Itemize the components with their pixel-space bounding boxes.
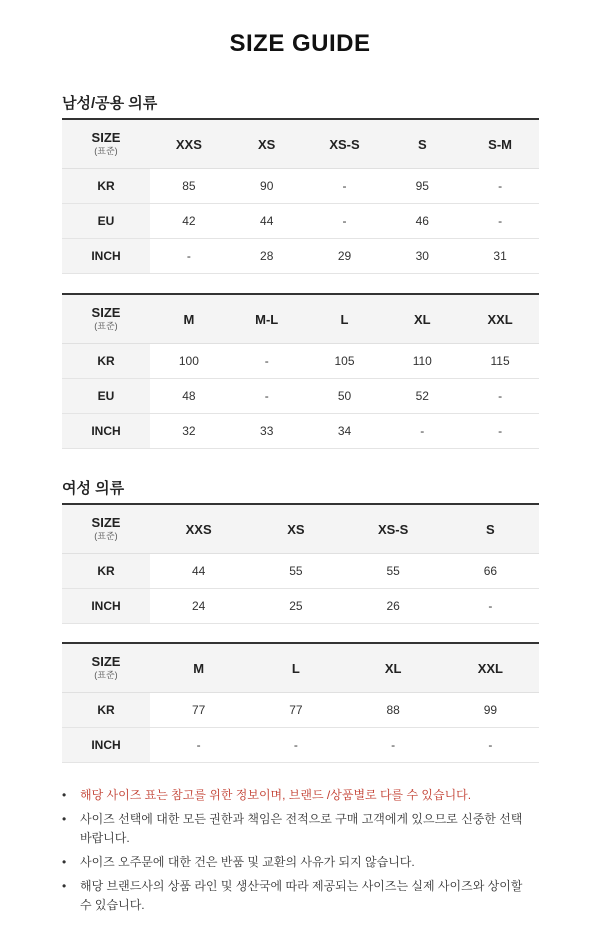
size-cell: -	[461, 204, 539, 239]
size-column-header: L	[306, 294, 384, 344]
size-column-header: XS	[228, 119, 306, 169]
row-label: INCH	[62, 589, 150, 624]
size-cell: 42	[150, 204, 228, 239]
size-cell: 100	[150, 344, 228, 379]
size-column-header: XL	[345, 643, 442, 693]
size-header-label	[62, 119, 150, 169]
size-label-sub: (표준)	[94, 531, 118, 541]
size-column-header: XXS	[150, 504, 247, 554]
note-item	[62, 786, 532, 805]
row-label: KR	[62, 554, 150, 589]
size-cell: -	[306, 204, 384, 239]
note-item	[62, 853, 532, 872]
size-cell: 32	[150, 414, 228, 449]
size-header-label	[62, 643, 150, 693]
size-cell: 99	[442, 693, 539, 728]
size-cell: 31	[461, 239, 539, 274]
row-label: KR	[62, 169, 150, 204]
size-table-women-2	[62, 642, 539, 763]
size-cell: 44	[228, 204, 306, 239]
size-column-header: S	[442, 504, 539, 554]
size-cell: 26	[345, 589, 442, 624]
bullet-icon: •	[62, 855, 67, 869]
size-cell: 30	[383, 239, 461, 274]
size-cell: 115	[461, 344, 539, 379]
size-row	[62, 589, 539, 624]
size-row	[62, 344, 539, 379]
size-cell: -	[150, 728, 247, 763]
size-column-header: M	[150, 643, 247, 693]
row-label: INCH	[62, 414, 150, 449]
size-cell: 105	[306, 344, 384, 379]
note-item	[62, 877, 532, 915]
size-label-main: SIZE	[91, 515, 121, 530]
size-cell: 77	[247, 693, 344, 728]
note-text: 사이즈 오주문에 대한 건은 반품 및 교환의 사유가 되지 않습니다.	[80, 855, 415, 869]
note-text: 해당 사이즈 표는 참고를 위한 정보이며, 브랜드 /상품별로 다를 수 있습니다.	[80, 788, 472, 802]
size-column-header: XS-S	[345, 504, 442, 554]
size-cell: 50	[306, 379, 384, 414]
section-title-women: 여성 의류	[62, 480, 125, 497]
row-label: KR	[62, 693, 150, 728]
size-cell: -	[150, 239, 228, 274]
size-header-label	[62, 294, 150, 344]
bullet-icon: •	[62, 788, 67, 802]
size-cell: 66	[442, 554, 539, 589]
row-label: EU	[62, 379, 150, 414]
bullet-icon: •	[62, 879, 67, 893]
size-cell: -	[461, 379, 539, 414]
size-header-row	[62, 119, 539, 169]
size-cell: 46	[383, 204, 461, 239]
size-column-header: XXS	[150, 119, 228, 169]
size-cell: 24	[150, 589, 247, 624]
size-row	[62, 414, 539, 449]
row-label: EU	[62, 204, 150, 239]
size-cell: 88	[345, 693, 442, 728]
size-row	[62, 204, 539, 239]
size-label-main: SIZE	[91, 305, 121, 320]
note-text: 해당 브랜드사의 상품 라인 및 생산국에 따라 제공되는 사이즈는 실제 사이즈와 상이할 수 있습니다.	[80, 879, 523, 912]
size-cell: -	[306, 169, 384, 204]
size-column-header: M-L	[228, 294, 306, 344]
size-cell: -	[247, 728, 344, 763]
size-cell: 77	[150, 693, 247, 728]
size-cell: -	[461, 169, 539, 204]
size-cell: 25	[247, 589, 344, 624]
size-cell: 28	[228, 239, 306, 274]
size-row	[62, 693, 539, 728]
size-cell: 52	[383, 379, 461, 414]
size-cell: 48	[150, 379, 228, 414]
page-title: SIZE GUIDE	[229, 30, 371, 57]
size-cell: 95	[383, 169, 461, 204]
size-row	[62, 554, 539, 589]
size-header-row	[62, 294, 539, 344]
size-row	[62, 728, 539, 763]
size-row	[62, 379, 539, 414]
size-row	[62, 169, 539, 204]
row-label: KR	[62, 344, 150, 379]
size-column-header: S-M	[461, 119, 539, 169]
notes-list	[62, 786, 532, 920]
size-label-sub: (표준)	[94, 670, 118, 680]
row-label: INCH	[62, 728, 150, 763]
size-cell: -	[228, 344, 306, 379]
size-cell: 90	[228, 169, 306, 204]
size-cell: 33	[228, 414, 306, 449]
section-title-men-unisex: 남성/공용 의류	[62, 95, 158, 112]
size-table-men-1	[62, 118, 539, 274]
size-cell: -	[383, 414, 461, 449]
size-column-header: XS-S	[306, 119, 384, 169]
size-table-men-2	[62, 293, 539, 449]
size-header-row	[62, 504, 539, 554]
size-column-header: XS	[247, 504, 344, 554]
note-text: 사이즈 선택에 대한 모든 권한과 책임은 전적으로 구매 고객에게 있으므로 신중한 선택 바랍니다.	[80, 812, 523, 845]
size-column-header: M	[150, 294, 228, 344]
size-header-row	[62, 643, 539, 693]
size-header-label	[62, 504, 150, 554]
size-cell: 110	[383, 344, 461, 379]
size-row	[62, 239, 539, 274]
size-cell: 44	[150, 554, 247, 589]
size-cell: 29	[306, 239, 384, 274]
size-cell: -	[442, 589, 539, 624]
size-cell: 85	[150, 169, 228, 204]
size-cell: 55	[247, 554, 344, 589]
size-column-header: S	[383, 119, 461, 169]
size-cell: -	[461, 414, 539, 449]
size-label-main: SIZE	[91, 654, 121, 669]
size-cell: -	[345, 728, 442, 763]
size-column-header: XXL	[461, 294, 539, 344]
size-label-sub: (표준)	[94, 321, 118, 331]
row-label: INCH	[62, 239, 150, 274]
size-column-header: XL	[383, 294, 461, 344]
size-cell: 55	[345, 554, 442, 589]
size-column-header: XXL	[442, 643, 539, 693]
size-table-women-1	[62, 503, 539, 624]
bullet-icon: •	[62, 812, 67, 826]
size-column-header: L	[247, 643, 344, 693]
size-cell: -	[442, 728, 539, 763]
size-label-main: SIZE	[91, 130, 121, 145]
size-cell: -	[228, 379, 306, 414]
size-cell: 34	[306, 414, 384, 449]
note-item	[62, 810, 532, 848]
size-label-sub: (표준)	[94, 146, 118, 156]
